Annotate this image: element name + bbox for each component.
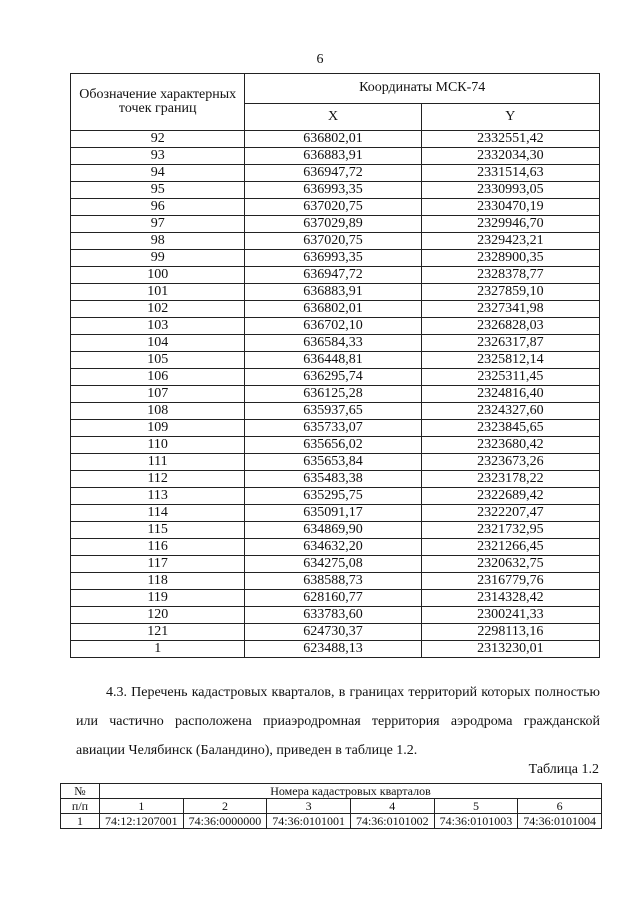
- table-row: [71, 148, 600, 165]
- y-cell: 2322689,42: [421, 488, 599, 505]
- point-cell: 102: [71, 301, 245, 318]
- x-cell: 636802,01: [245, 131, 421, 148]
- table-row: [71, 607, 600, 624]
- cadastral-number-cell: 74:36:0101003: [434, 814, 518, 829]
- table-row: [71, 420, 600, 437]
- column-number: 3: [267, 799, 351, 814]
- point-cell: 107: [71, 386, 245, 403]
- y-cell: 2323680,42: [421, 437, 599, 454]
- x-cell: 636947,72: [245, 267, 421, 284]
- x-cell: 636883,91: [245, 284, 421, 301]
- y-cell: 2330470,19: [421, 199, 599, 216]
- x-cell: 636993,35: [245, 182, 421, 199]
- point-cell: 92: [71, 131, 245, 148]
- x-cell: 624730,37: [245, 624, 421, 641]
- table-row: [71, 352, 600, 369]
- cadastral-table: [60, 783, 602, 829]
- x-cell: 635091,17: [245, 505, 421, 522]
- table-row: [71, 573, 600, 590]
- point-cell: 111: [71, 454, 245, 471]
- y-cell: 2313230,01: [421, 641, 599, 658]
- point-cell: 94: [71, 165, 245, 182]
- x-cell: 635733,07: [245, 420, 421, 437]
- y-cell: 2326828,03: [421, 318, 599, 335]
- y-cell: 2332034,30: [421, 148, 599, 165]
- point-cell: 114: [71, 505, 245, 522]
- table-row: [71, 131, 600, 148]
- point-cell: 109: [71, 420, 245, 437]
- x-cell: 623488,13: [245, 641, 421, 658]
- x-cell: 628160,77: [245, 590, 421, 607]
- x-cell: 635656,02: [245, 437, 421, 454]
- table-row: [71, 267, 600, 284]
- point-cell: 112: [71, 471, 245, 488]
- x-cell: 637020,75: [245, 199, 421, 216]
- y-cell: 2329946,70: [421, 216, 599, 233]
- x-cell: 636802,01: [245, 301, 421, 318]
- y-cell: 2298113,16: [421, 624, 599, 641]
- column-number: 6: [518, 799, 602, 814]
- point-cell: 97: [71, 216, 245, 233]
- column-number: 2: [183, 799, 267, 814]
- y-cell: 2328900,35: [421, 250, 599, 267]
- column-number: 1: [100, 799, 184, 814]
- point-cell: 95: [71, 182, 245, 199]
- x-cell: 636295,74: [245, 369, 421, 386]
- x-cell: 635937,65: [245, 403, 421, 420]
- table-row: [71, 505, 600, 522]
- point-cell: 103: [71, 318, 245, 335]
- y-cell: 2331514,63: [421, 165, 599, 182]
- x-cell: 635483,38: [245, 471, 421, 488]
- table-row: [71, 199, 600, 216]
- point-cell: 99: [71, 250, 245, 267]
- y-cell: 2324327,60: [421, 403, 599, 420]
- table-row: [71, 488, 600, 505]
- cadastral-body: [61, 814, 602, 829]
- table-row: [71, 284, 600, 301]
- point-cell: 119: [71, 590, 245, 607]
- table-row: [71, 454, 600, 471]
- x-cell: 637029,89: [245, 216, 421, 233]
- point-cell: 100: [71, 267, 245, 284]
- y-cell: 2325812,14: [421, 352, 599, 369]
- y-cell: 2327859,10: [421, 284, 599, 301]
- column-number: 4: [350, 799, 434, 814]
- point-cell: 118: [71, 573, 245, 590]
- x-cell: 634632,20: [245, 539, 421, 556]
- y-cell: 2300241,33: [421, 607, 599, 624]
- cadastral-number-cell: 74:36:0101004: [518, 814, 602, 829]
- cadastral-number-cell: 74:36:0101002: [350, 814, 434, 829]
- point-cell: 98: [71, 233, 245, 250]
- y-cell: 2316779,76: [421, 573, 599, 590]
- row-number-cell: 1: [61, 814, 100, 829]
- table-row: [71, 335, 600, 352]
- table-row: [71, 369, 600, 386]
- table-row: [61, 814, 602, 829]
- point-designation-header: Обозначение характерных точек границ: [71, 74, 245, 131]
- table-row: [71, 471, 600, 488]
- table-caption: Таблица 1.2: [528, 762, 599, 777]
- coordinates-group-header: Координаты МСК-74: [245, 74, 600, 104]
- x-cell: 636947,72: [245, 165, 421, 182]
- table-row: [71, 624, 600, 641]
- table-row: [71, 301, 600, 318]
- y-cell: 2314328,42: [421, 590, 599, 607]
- y-cell: 2323673,26: [421, 454, 599, 471]
- table-row: [71, 403, 600, 420]
- page-number: 6: [316, 52, 324, 67]
- y-header: Y: [421, 103, 599, 130]
- x-cell: 634275,08: [245, 556, 421, 573]
- point-cell: 120: [71, 607, 245, 624]
- x-cell: 636702,10: [245, 318, 421, 335]
- y-cell: 2322207,47: [421, 505, 599, 522]
- point-cell: 106: [71, 369, 245, 386]
- table-row: [71, 386, 600, 403]
- point-cell: 104: [71, 335, 245, 352]
- point-cell: 113: [71, 488, 245, 505]
- table-row: [71, 437, 600, 454]
- point-cell: 105: [71, 352, 245, 369]
- coordinates-body: [71, 131, 600, 658]
- x-cell: 636448,81: [245, 352, 421, 369]
- y-cell: 2326317,87: [421, 335, 599, 352]
- cadastral-number-cell: 74:36:0000000: [183, 814, 267, 829]
- table-row: [71, 233, 600, 250]
- x-cell: 633783,60: [245, 607, 421, 624]
- table-row: [71, 318, 600, 335]
- coordinates-table: [70, 73, 600, 658]
- column-number: 5: [434, 799, 518, 814]
- section-paragraph: 4.3. Перечень кадастровых кварталов, в границах территорий которых полностью или частично расположена приаэродромная территория аэродрома гражданской авиации Челябинск (Баландино), приведен в таблице 1.2.: [76, 685, 600, 758]
- y-cell: 2325311,45: [421, 369, 599, 386]
- cadastral-number-cell: 74:12:1207001: [100, 814, 184, 829]
- point-cell: 115: [71, 522, 245, 539]
- x-header: X: [245, 103, 421, 130]
- point-cell: 121: [71, 624, 245, 641]
- x-cell: 636584,33: [245, 335, 421, 352]
- table-row: [71, 556, 600, 573]
- y-cell: 2324816,40: [421, 386, 599, 403]
- y-cell: 2329423,21: [421, 233, 599, 250]
- point-cell: 108: [71, 403, 245, 420]
- y-cell: 2321732,95: [421, 522, 599, 539]
- point-cell: 93: [71, 148, 245, 165]
- table-row: [71, 522, 600, 539]
- y-cell: 2332551,42: [421, 131, 599, 148]
- cadastral-number-cell: 74:36:0101001: [267, 814, 351, 829]
- table-row: [71, 250, 600, 267]
- x-cell: 635295,75: [245, 488, 421, 505]
- table-row: [71, 165, 600, 182]
- point-cell: 1: [71, 641, 245, 658]
- y-cell: 2330993,05: [421, 182, 599, 199]
- x-cell: 637020,75: [245, 233, 421, 250]
- x-cell: 636125,28: [245, 386, 421, 403]
- point-cell: 96: [71, 199, 245, 216]
- y-cell: 2327341,98: [421, 301, 599, 318]
- table-row: [71, 216, 600, 233]
- y-cell: 2328378,77: [421, 267, 599, 284]
- y-cell: 2320632,75: [421, 556, 599, 573]
- num-header: №: [61, 784, 100, 799]
- point-cell: 117: [71, 556, 245, 573]
- y-cell: 2323845,65: [421, 420, 599, 437]
- table-row: [71, 590, 600, 607]
- table-row: [71, 641, 600, 658]
- table-row: [71, 182, 600, 199]
- y-cell: 2321266,45: [421, 539, 599, 556]
- point-cell: 101: [71, 284, 245, 301]
- point-cell: 110: [71, 437, 245, 454]
- x-cell: 636993,35: [245, 250, 421, 267]
- cadastral-group-header: Номера кадастровых кварталов: [100, 784, 602, 799]
- num-subheader: п/п: [61, 799, 100, 814]
- x-cell: 636883,91: [245, 148, 421, 165]
- point-cell: 116: [71, 539, 245, 556]
- table-row: [71, 539, 600, 556]
- x-cell: 635653,84: [245, 454, 421, 471]
- x-cell: 638588,73: [245, 573, 421, 590]
- x-cell: 634869,90: [245, 522, 421, 539]
- y-cell: 2323178,22: [421, 471, 599, 488]
